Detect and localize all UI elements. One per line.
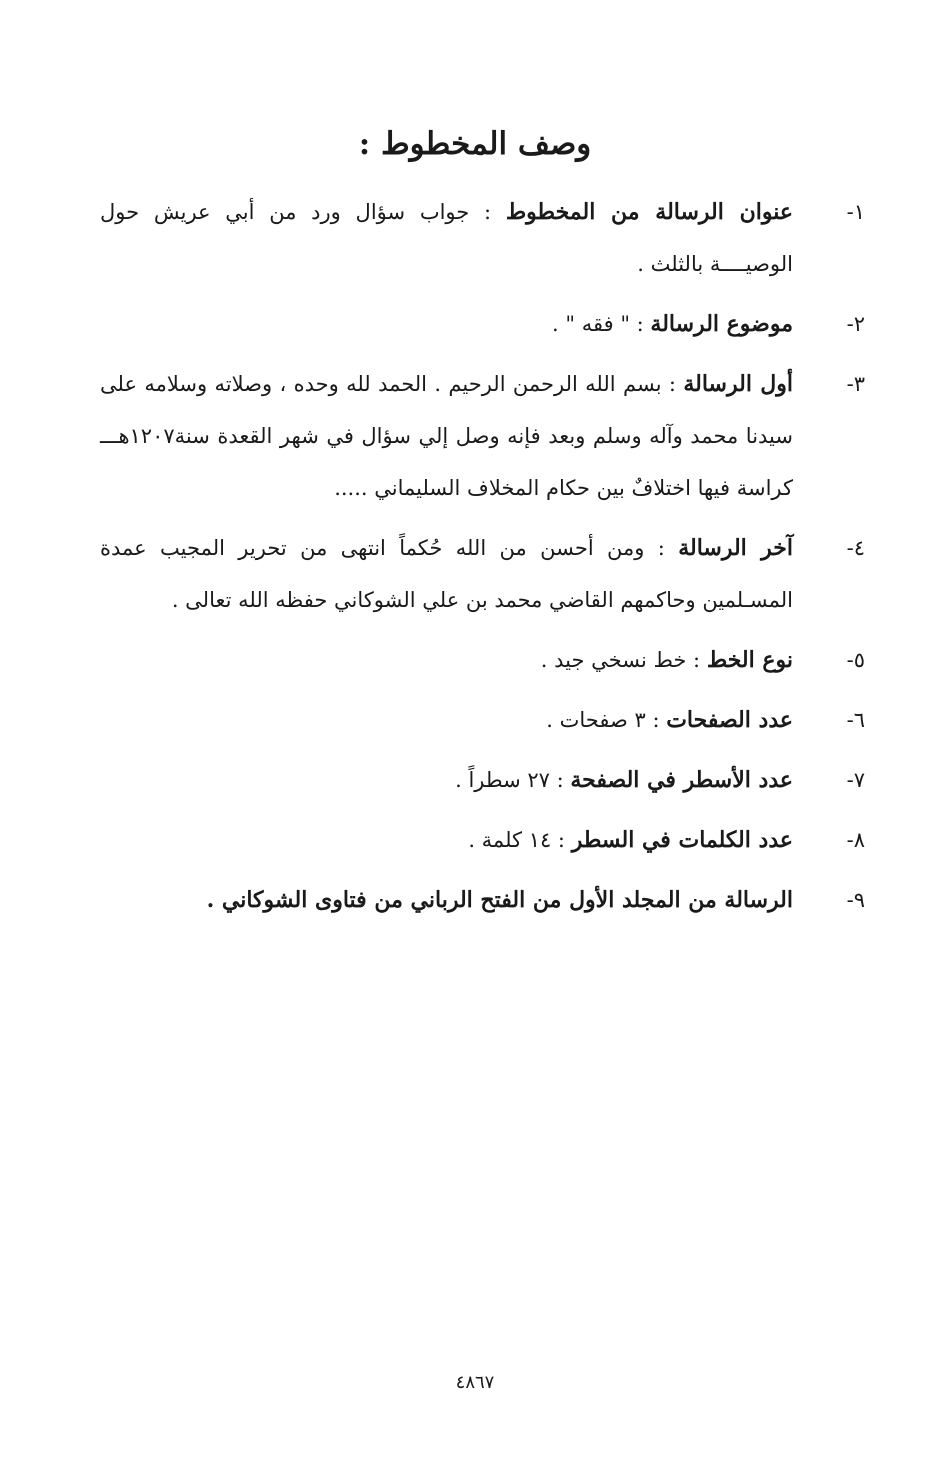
- item-number: ٥-: [846, 648, 865, 672]
- item-content: [100, 358, 793, 514]
- list-item: [100, 874, 865, 926]
- item-number: ٨-: [846, 828, 865, 852]
- item-text: الرسالة من المجلد الأول من الفتح الرباني من فتاوى الشوكاني .: [206, 887, 793, 913]
- item-text: : ومن أحسن من الله حُكماً انتهى من تحرير المجيب عمدة المسـلمين وحاكمهم القاضي محمد بن علي الشوكاني حفظه الله تعالى .: [100, 536, 793, 612]
- list-item: [100, 814, 865, 866]
- item-number: ٣-: [846, 372, 865, 396]
- item-text: : بسم الله الرحمن الرحيم . الحمد لله وحده ، وصلاته وسلامه على سيدنا محمد وآله وسلم وبعد فإنه وصل إلي سؤال في شهر القعدة سنة١٢٠٧هـــ كراسة فيها اختلافٌ بين حكام المخلاف السليماني .....: [100, 372, 793, 500]
- item-number: ٤-: [846, 536, 865, 560]
- item-text: : خط نسخي جيد .: [540, 648, 707, 672]
- item-content: [100, 754, 793, 806]
- item-text: : جواب سؤال ورد من أبي عريش حول الوصيــــة بالثلث .: [100, 200, 793, 276]
- list-item: [100, 186, 865, 290]
- item-label: عدد الصفحات: [666, 707, 793, 733]
- item-number: ٦-: [846, 708, 865, 732]
- list-item: [100, 522, 865, 626]
- item-number: ١-: [846, 200, 865, 224]
- list-item: [100, 694, 865, 746]
- page-title: وصف المخطوط :: [358, 126, 592, 162]
- item-label: نوع الخط: [706, 647, 793, 673]
- item-text: : ٣ صفحات .: [546, 708, 667, 732]
- item-text: : ١٤ كلمة .: [468, 828, 572, 852]
- item-content: [100, 874, 793, 926]
- item-label: عدد الأسطر في الصفحة: [570, 767, 793, 793]
- page-number: ٤٨٦٧: [455, 1372, 495, 1393]
- item-content: [100, 694, 793, 746]
- item-text: : " فقه " .: [552, 312, 651, 336]
- item-content: [100, 522, 793, 626]
- item-content: [100, 298, 793, 350]
- item-label: عدد الكلمات في السطر: [571, 827, 793, 853]
- item-number: ٩-: [846, 888, 865, 912]
- item-number: ٧-: [846, 768, 865, 792]
- item-label: أول الرسالة: [683, 371, 793, 397]
- item-number: ٢-: [846, 312, 865, 336]
- list-item: [100, 358, 865, 514]
- list-item: [100, 634, 865, 686]
- item-content: [100, 814, 793, 866]
- list-item: [100, 298, 865, 350]
- item-label: آخر الرسالة: [678, 535, 793, 561]
- item-text: : ٢٧ سطراً .: [455, 768, 571, 792]
- item-label: موضوع الرسالة: [650, 311, 793, 337]
- item-content: [100, 186, 793, 290]
- manuscript-description-list: [100, 186, 865, 934]
- list-item: [100, 754, 865, 806]
- item-label: عنوان الرسالة من المخطوط: [505, 199, 793, 225]
- item-content: [100, 634, 793, 686]
